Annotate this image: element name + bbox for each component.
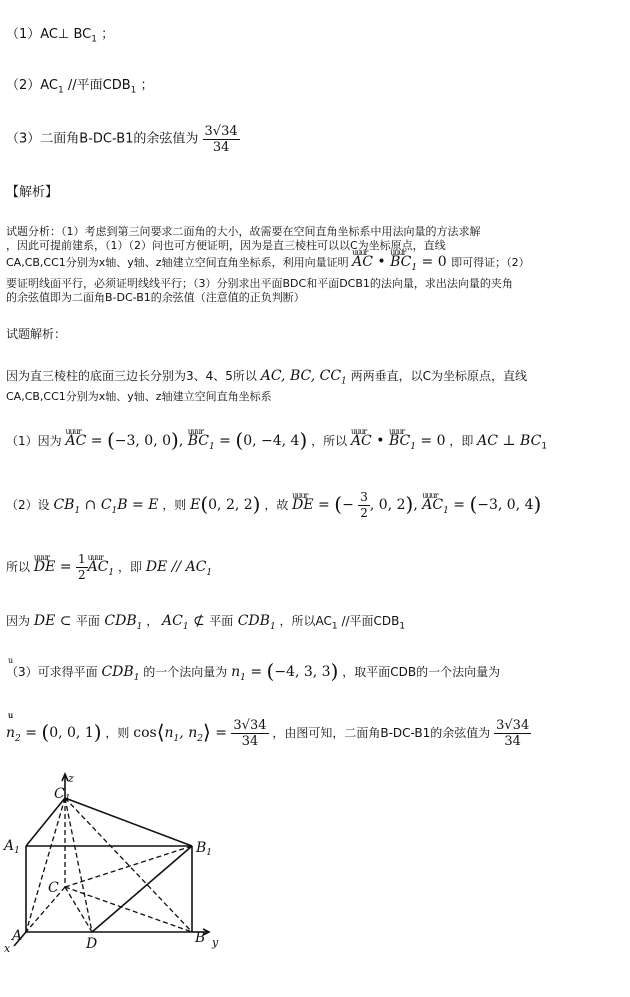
solution-line-2: （2）设 $CB_1$ ∩ $C_1B = E$ ，则 E(0, 2, 2) ，故 uuur DE = (− $\frac{3}{2}$ , 0, 2), uuur $AC_1 = (-3$, 0, 4) [6,490,541,521]
solution-line-3: 所以 uuur DE = $\frac{1}{2}$ uuur $AC_1$ ，即 DE // $AC_1$ [6,552,212,583]
analysis-line-4: 要证明线面平行，必须证明线线平行；（3）分别求出平面BDC和平面DCB1的法向量，求出法向量的夹角 [6,277,513,290]
analysis-line-2: ，因此可提前建系，（1）（2）问也可方便证明，因为是直三棱柱可以以C为坐标原点，直线 [6,239,446,252]
label-b1: $B_1$ [196,840,213,858]
label-y: y [212,936,219,949]
solution-title: 试题解析： [6,327,67,341]
analysis-line-3: CA,CB,CC1分别为x轴、y轴、z轴建立空间直角坐标系，利用向量证明 uuur AC • uuur $BC_1 = 0$ 即可得证；（2） [6,254,530,276]
edge-c1-b1 [65,798,192,846]
label-b: B [195,930,206,946]
analysis-line-1: 试题分析：（1）考虑到第三问要求二面角的大小，故需要在空间直角坐标系中用法向量的方法求解 [6,225,481,238]
solution-line-1: （1）因为 uuur AC = (−3, 0, 0), uuur $BC_1 = (0$, −4, 4) ，所以 uuur AC • uuur $BC_1 = 0$ ，即 AC ⊥ $BC_1$ [6,432,547,455]
label-a: A [12,928,23,944]
edge-c-b1-dashed [65,846,192,887]
edge-c1-d-dashed [65,798,92,932]
answer-3: （3）二面角B-DC-B1的余弦值为 $\frac{3√34}{34}$ [6,124,238,155]
edge-c1-b-dashed [65,798,192,932]
solution-line-4: 因为 DE ⊂ 平面 $CDB_1$ ， $AC_1$ ⊄ 平面 $CDB_1$ ，所以$AC_1$ //平面$CDB_1$ [6,613,406,632]
label-x: x [4,942,11,955]
edge-c-a-dashed [26,887,65,932]
answer-2: $(2)AC_1$ //平面$CDB_1$ ； [6,78,154,96]
label-c1: $C_1$ [54,786,71,804]
edge-c1-a1 [26,798,65,846]
label-z: z [68,772,74,785]
edge-c1-a-dashed [26,798,65,932]
prism-figure [0,770,240,990]
solution-line-5: （3）可求得平面 $CDB_1$ 的一个法向量为 u $n_1 = (-4$, 3, 3) ，取平面CDB的一个法向量为 [6,663,500,686]
label-a1: $A_1$ [4,838,20,856]
section-title: 【解析】 [6,185,59,200]
segment-d-b1 [92,846,192,932]
answer-1: （1）AC⊥ $BC_1$ ； [6,27,115,45]
analysis-line-5: 的余弦值即为二面角B-DC-B1的余弦值（注意值的正负判断） [6,291,305,304]
label-d: D [86,936,98,952]
solution-line-6: u $n_2 = (0$, 0, 1) ，则 cos⟨u $n_1$, u $n_2⟩$ = $\frac{3√34}{34}$ ，由图可知，二面角B-DC-B1的余弦值为 $\frac{3√34}{34}$ [6,718,531,749]
solution-line-0: 因为直三棱柱的底面三边长分别为3、4、5所以 AC, BC, $CC_1$ 两两垂直，以C为坐标原点，直线 [6,368,527,387]
label-c: C [48,880,59,896]
solution-line-0b: CA,CB,CC1分别为x轴、y轴、z轴建立空间直角坐标系 [6,390,272,403]
fraction-3sqrt34-over-34: $\frac{3√34}{34}$ [204,124,238,155]
